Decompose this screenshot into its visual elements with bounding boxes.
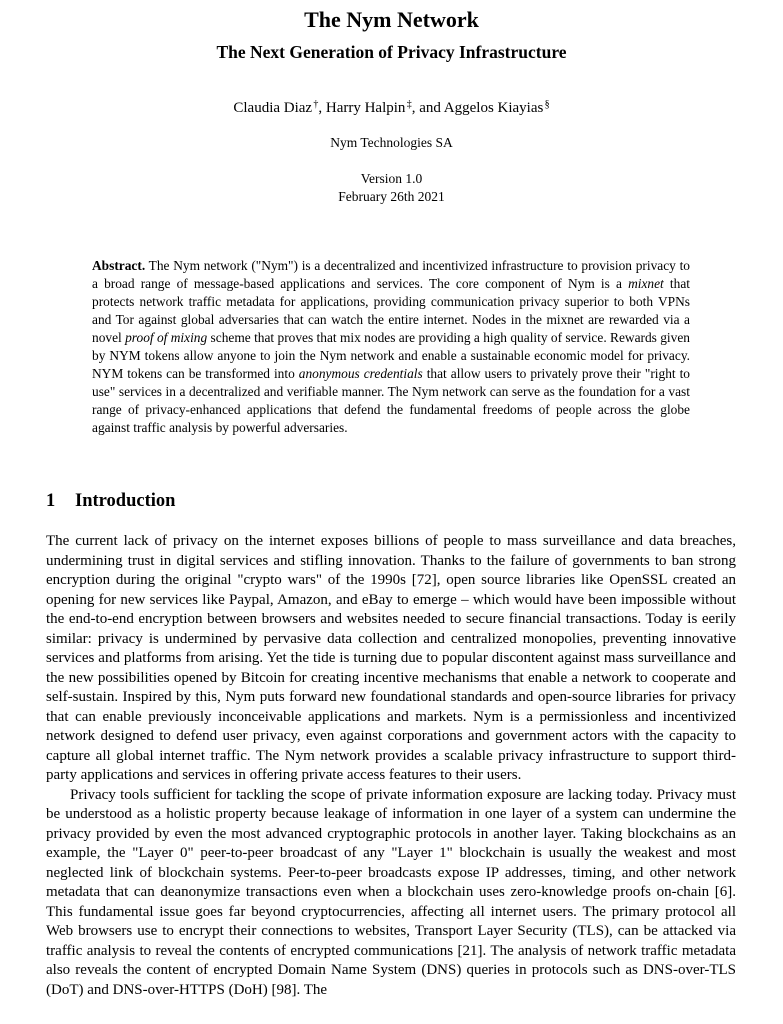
section-heading [46, 488, 175, 514]
abstract-segment: The Nym network ("Nym") is a decentralized and incentivized infrastructure to provision privacy to a broad range of message-based applications and services. The core component of Nym is a [92, 258, 690, 291]
affiliation: Nym Technologies SA [330, 135, 453, 150]
author-name: Aggelos Kiayias [443, 100, 544, 116]
abstract [92, 257, 690, 437]
body-paragraph: The current lack of privacy on the internet exposes billions of people to mass surveillance and data breaches, undermining trust in digital services and stifling innovation. Thanks to the failure of governments to ban strong encryption during the original "crypto wars" of the 1990s [72], open source libraries like OpenSSL created an opening for new services like Paypal, Amazon, and eBay to emerge – which would have been impossible without the end-to-end encryption between browsers and websites needed to secure financial transactions. Today is eerily similar: privacy is undermined by pervasive data collection and centralized monopolies, preventing innovative services and platforms from arising. Yet the tide is turning due to popular discontent against mass surveillance and the new possibilities opened by Bitcoin for creating incentive mechanisms that enable a network to cooperate and self-sustain. Inspired by this, Nym puts forward new foundational standards and open-source libraries for privacy that can enable previously inconceivable applications and markets. Nym is a permissionless and incentivized network designed to defend user privacy, even against corporations and government actors with the capacity to capture all global internet traffic. The Nym network provides a scalable privacy infrastructure to support third-party applications and services in offering private access features to their users. [46, 533, 736, 783]
author-list [0, 98, 783, 118]
abstract-emphasis: anonymous credentials [298, 366, 423, 381]
author-footnote-mark: † [313, 99, 319, 110]
abstract-segment: scheme that proves that mix nodes are providing a high quality of service. Rewards given by NYM tokens allow anyone to join the Nym network and enable a sustainable economic model for privacy. NYM tokens can be transformed into [92, 330, 690, 381]
abstract-text [92, 258, 690, 435]
body-paragraph: Privacy tools sufficient for tackling the scope of private information exposure are lacking today. Privacy must be understood as a holistic property because leakage of information in one layer of a system can undermine the privacy provided by even the most advanced cryptographic protocols in another layer. Taking blockchains as an example, the "Layer 0" peer-to-peer broadcast of any "Layer 1" blockchain is usually the weakest and most neglected link of blockchain systems. Peer-to-peer broadcasts expose IP addresses, timing, and other network metadata that can deanonymize transactions even when a blockchain uses zero-knowledge proofs on-chain [6]. This fundamental issue goes far beyond cryptocurrencies, affecting all internet users. The primary protocol all Web browsers use to encrypt their connections to websites, Transport Layer Security (TLS), can be attacked via traffic analysis to reveal the contents of encrypted communications [21]. The analysis of network traffic metadata also reveals the content of encrypted Domain Name System (DNS) queries in protocols such as DNS-over-TLS (DoT) and DNS-over-HTTPS (DoH) [98]. The [46, 786, 736, 998]
author-name: Claudia Diaz [233, 100, 313, 116]
paper-subtitle: The Next Generation of Privacy Infrastructure [216, 42, 567, 62]
section-body [46, 532, 736, 1000]
author-separator: , and [411, 100, 444, 116]
author-footnote-mark: § [544, 99, 550, 110]
paper-title: The Nym Network [304, 7, 479, 32]
version-block [0, 170, 783, 206]
abstract-emphasis: mixnet [628, 276, 664, 291]
abstract-segment: that protects network traffic metadata for applications, providing communication privacy superior to both VPNs and Tor against global adversaries that can watch the entire internet. Nodes in the mixnet are rewarded via a novel [92, 276, 690, 345]
publication-date: February 26th 2021 [338, 189, 445, 204]
author-name: Harry Halpin [325, 100, 406, 116]
author-footnote-mark: ‡ [406, 99, 412, 110]
abstract-segment: that allow users to privately prove their "right to use" services in a decentralized and verifiable manner. The Nym network can serve as the foundation for a vast range of privacy-enhanced applications that defend the fundamental freedoms of people across the globe against traffic analysis by powerful adversaries. [92, 366, 690, 435]
abstract-label: Abstract. [92, 258, 146, 273]
version-label: Version 1.0 [360, 171, 423, 186]
author-separator: , [318, 100, 326, 116]
abstract-emphasis: proof of mixing [125, 330, 208, 345]
section-title: Introduction [75, 491, 176, 511]
section-number: 1 [46, 491, 56, 511]
